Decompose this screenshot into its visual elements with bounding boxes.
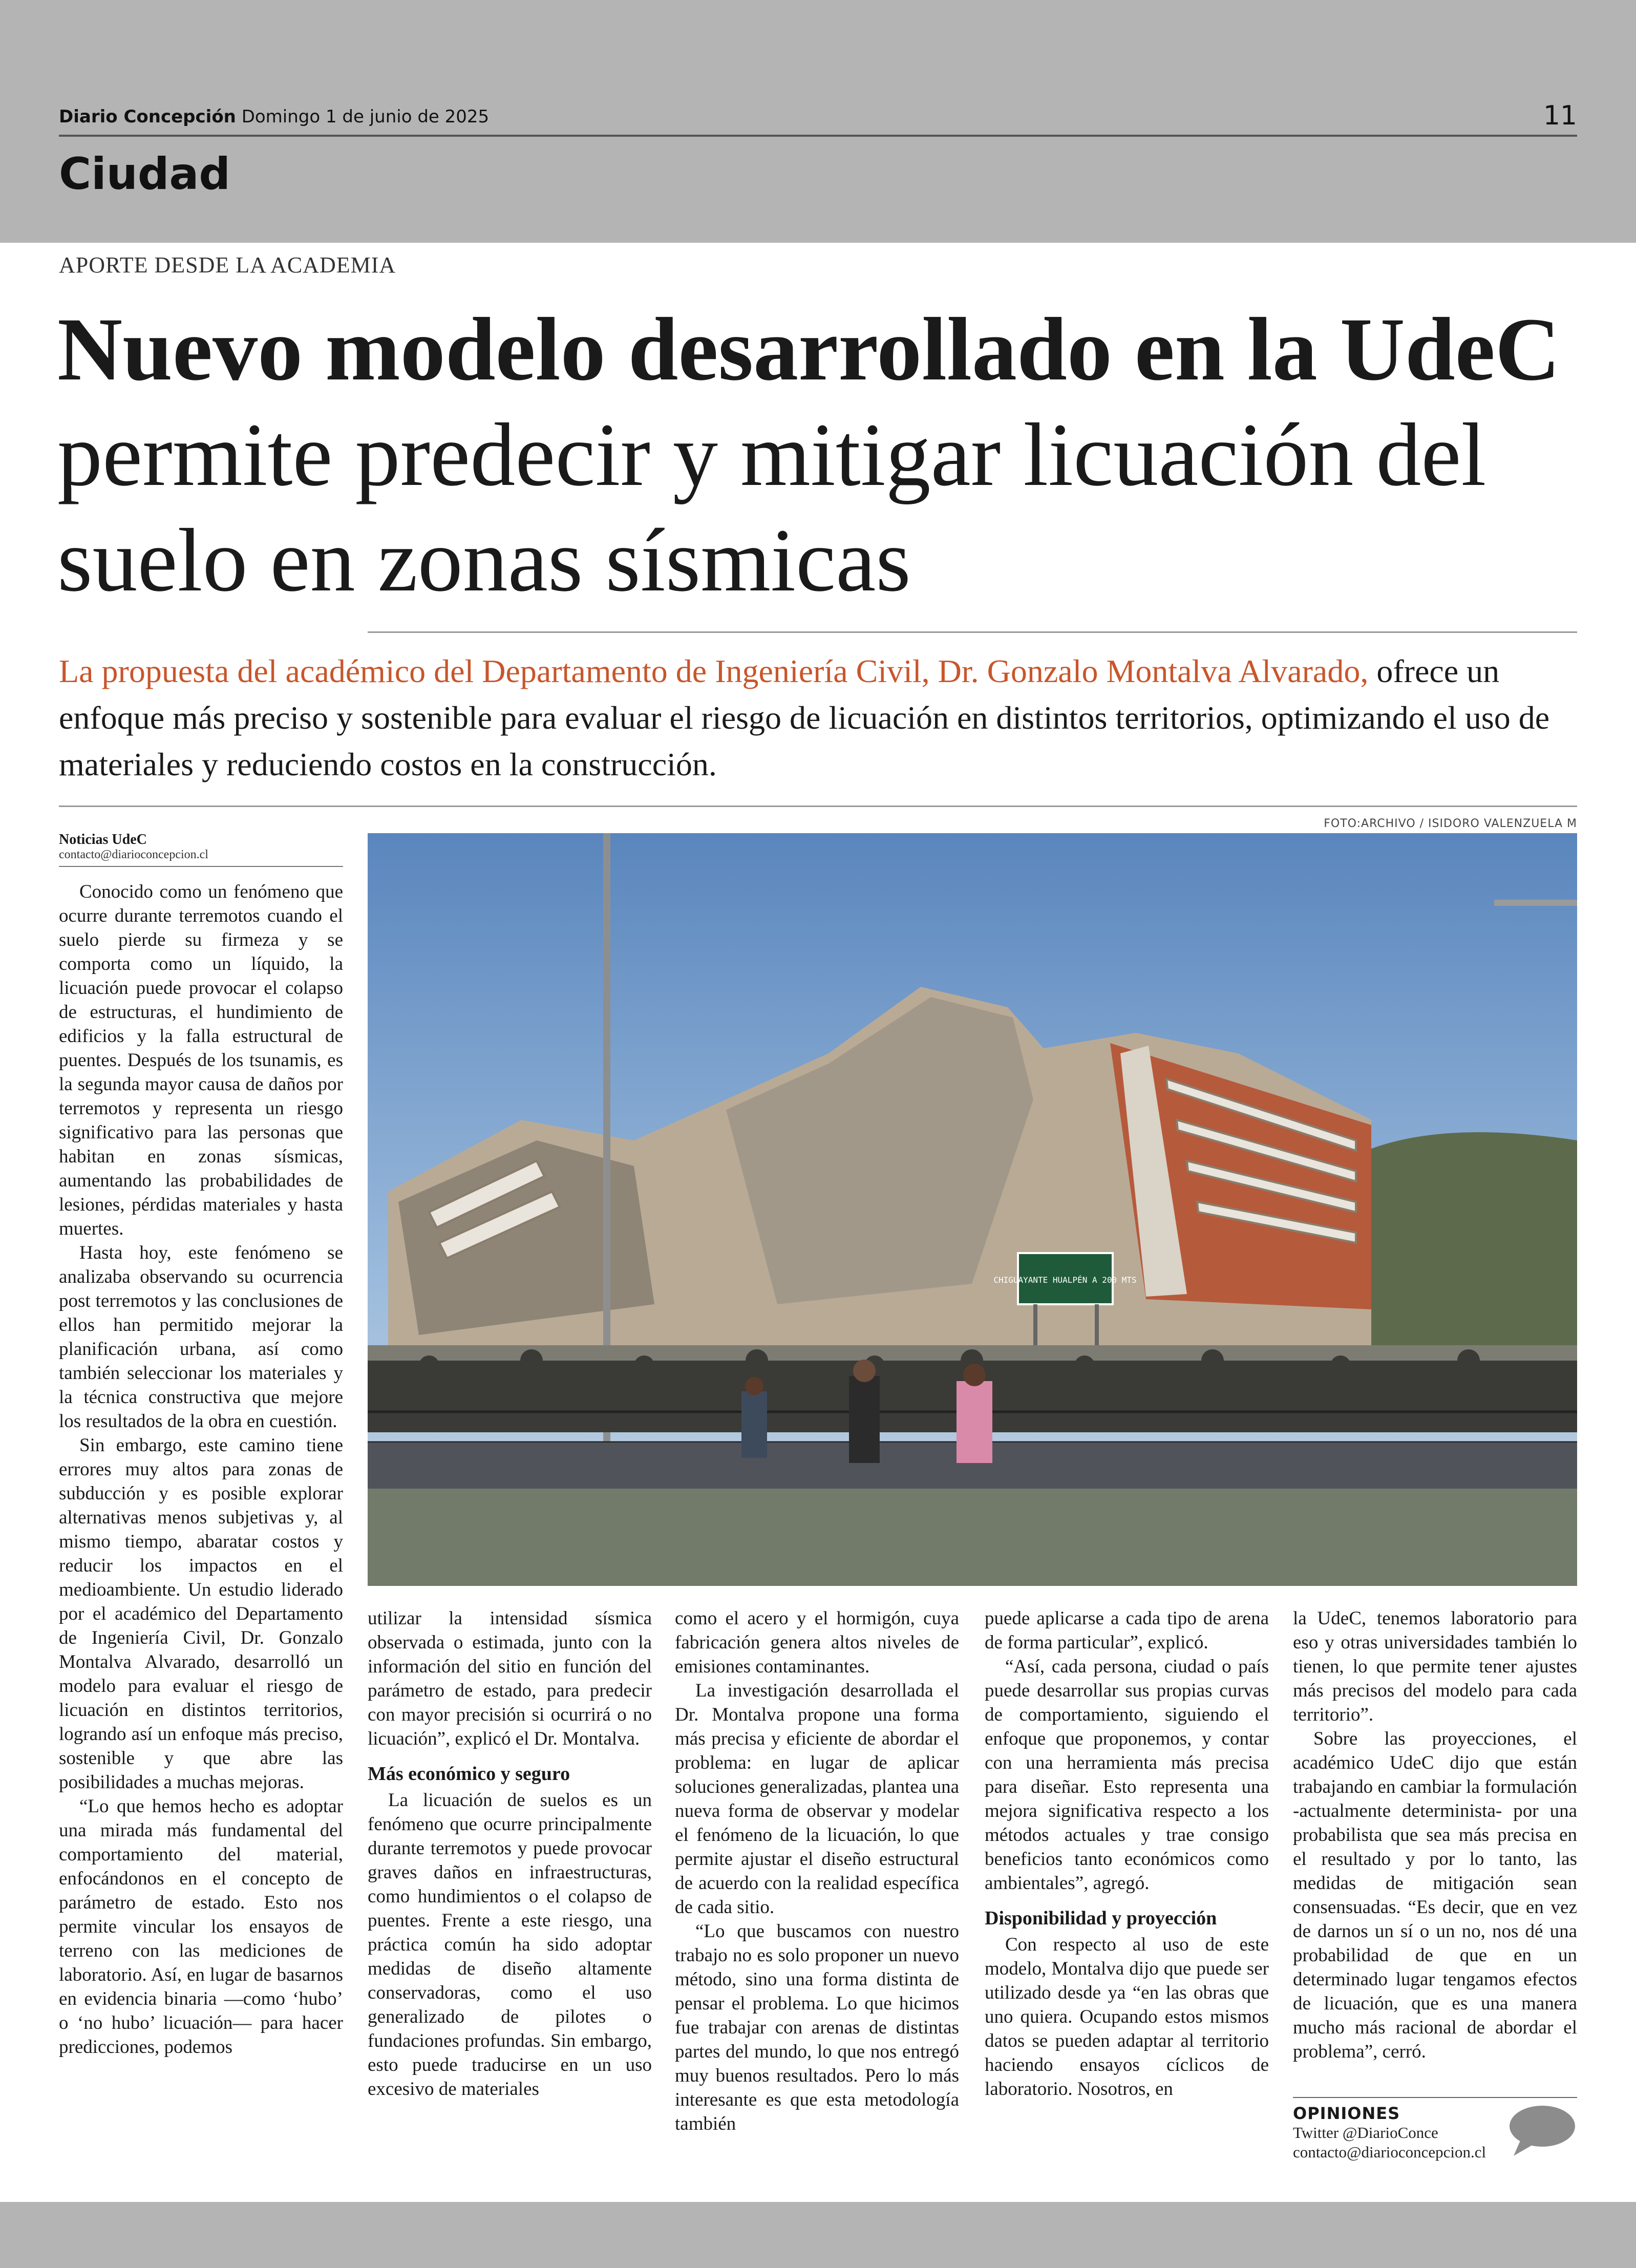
body-paragraph: “Lo que hemos hecho es adoptar una mirada más fundamental del comportamiento del material, enfocándonos en el concepto de parámetro de estado. Esto nos permite vincular los ensayos de terreno con las mediciones de laboratorio. Así, en lugar de basarnos en evidencia binaria —como ‘hubo’ o ‘no hubo’ licuación— para hacer predicciones, podemos [59, 1796, 343, 2058]
body-paragraph: Hasta hoy, este fenómeno se analizaba observando su ocurrencia post terremotos y las conclusiones de ellos han permitido mejorar la planificación urbana, así como también seleccionar los materiales y la técnica constructiva que mejore los resultados de la obra en cuestión. [59, 1242, 343, 1432]
hill [1366, 1132, 1577, 1345]
issue-date: Domingo 1 de junio de 2025 [241, 107, 490, 127]
foreground [368, 1489, 1577, 1586]
lead-rest: ofrece un enfoque más preciso y sostenible para evaluar el riesgo de licuación en distintos territorios, optimizando el uso de materiales y reduciendo costos en la construcción. [59, 653, 1550, 782]
photo-credit: FOTO:ARCHIVO / ISIDORO VALENZUELA M [1324, 817, 1577, 830]
article-column-4 [985, 1606, 1269, 2101]
opinions-email[interactable]: contacto@diarioconcepcion.cl [1293, 2143, 1486, 2161]
body-paragraph: Con respecto al uso de este modelo, Montalva dijo que puede ser utilizado desde ya “en las obras que uno quiera. Ocupando estos mismos datos se pueden adaptar al territorio haciendo ensayos cíclicos de laboratorio. Nosotros, en [985, 1934, 1269, 2100]
body-paragraph: La investigación desarrollada el Dr. Montalva propone una forma más precisa y eficiente de abordar el problema: en lugar de aplicar soluciones generalizadas, plantea una nueva forma de observar y modelar el fenómeno de la licuación, lo que permite ajustar el diseño estructural de acuerdo con la realidad específica de cada sitio. [675, 1680, 959, 1918]
byline-name: Noticias UdeC [59, 832, 147, 847]
body-paragraph: como el acero y el hormigón, cuya fabricación genera altos niveles de emisiones contaminantes. [675, 1608, 959, 1677]
masthead [59, 107, 489, 127]
headline-bold: Nuevo modelo desarrollado en la UdeC [57, 300, 1560, 399]
opinions-twitter[interactable]: Twitter @DiarioConce [1293, 2124, 1438, 2142]
paper-name: Diario Concepción [59, 107, 236, 127]
collapsed-building-illustration [368, 833, 1577, 1586]
header-divider [59, 135, 1577, 137]
body-paragraph: la UdeC, tenemos laboratorio para eso y otras universidades también lo tienen, lo que permite tener ajustes más precisos del modelo para cada territorio”. [1293, 1608, 1577, 1725]
body-paragraph: La licuación de suelos es un fenómeno que ocurre principalmente durante terremotos y puede provocar graves daños en infraestructuras, como hundimientos o el colapso de puentes. Frente a este riesgo, una práctica común ha sido adoptar medidas de diseño altamente conservadoras, como el uso generalizado de pilotes o fundaciones profundas. Sin embargo, esto puede traducirse en un uso excesivo de materiales [368, 1790, 652, 2100]
subheading-disponibilidad: Disponibilidad y proyección [985, 1907, 1217, 1929]
article-column-2 [368, 1606, 652, 2101]
body-paragraph: puede aplicarse a cada tipo de arena de forma particular”, explicó. [985, 1608, 1269, 1653]
page-number: 11 [1543, 100, 1577, 131]
article-kicker: APORTE DESDE LA ACADEMIA [59, 252, 396, 278]
byline [59, 832, 343, 867]
street-sign-text: CHIGUAYANTE HUALPÉN A 200 MTS [993, 1275, 1137, 1285]
headline-rest: permite predecir y mitigar licuación del suelo en zonas sísmicas [57, 405, 1486, 610]
opinions-title: OPINIONES [1293, 2104, 1400, 2123]
body-paragraph: Sin embargo, este camino tiene errores muy altos para zonas de subducción y es posible explorar alternativas menos subjetivas y, al mismo tiempo, abaratar costos y reducir los impactos en el medioambiente. Un estudio liderado por el académico del Departamento de Ingeniería Civil, Dr. Gonzalo Montalva Alvarado, desarrolló un modelo para evaluar el riesgo de licuación en distintos territorios, logrando así un enfoque más preciso, sostenible y que abre las posibilidades a muchas mejoras. [59, 1435, 343, 1793]
street-light-arm [1494, 900, 1577, 906]
body-paragraph: “Así, cada persona, ciudad o país puede desarrollar sus propias curvas de comportamiento, siguiendo el enfoque que proponemos, y contar con una herramienta más precisa para diseñar. Esto representa una mejora significativa respecto a los métodos actuales y trae consigo beneficios tanto económicos como ambientales”, agregó. [985, 1656, 1269, 1894]
lead-accent: La propuesta del académico del Departamento de Ingeniería Civil, Dr. Gonzalo Montalva Alvarado, [59, 653, 1369, 689]
subheading-economico: Más económico y seguro [368, 1763, 570, 1785]
body-paragraph: Sobre las proyecciones, el académico UdeC dijo que están trabajando en cambiar la formulación -actualmente determinista- por una probabilista que sea más precisa en el resultado y por lo tanto, las medidas de mitigación sean consensuadas. “Es decir, que en vez de darnos un sí o un no, nos dé una probabilidad de que en un determinado lugar tengamos efectos de licuación, que es una manera mucho más racional de abordar el problema”, cerró. [1293, 1728, 1577, 2062]
lead-paragraph [59, 648, 1577, 788]
footer-band [0, 2202, 1636, 2268]
body-paragraph: “Lo que buscamos con nuestro trabajo no es solo proponer un nuevo método, sino una forma distinta de pensar el problema. Lo que hicimos fue trabajar con arenas de distintas partes del mundo, lo que nos entregó muy buenos resultados. Pero lo más interesante es que esta metodología también [675, 1921, 959, 2134]
byline-divider [59, 866, 343, 867]
article-column-1 [59, 880, 343, 2059]
opinions-box [1293, 2104, 1508, 2162]
body-paragraph: utilizar la intensidad sísmica observada o estimada, junto con la información del sitio en función del parámetro de estado, para predecir con mayor precisión si ocurrirá o no licuación”, explicó el Dr. Montalva. [368, 1608, 652, 1749]
headline [57, 297, 1573, 613]
lead-divider-top [368, 631, 1577, 633]
lead-divider-bottom [59, 806, 1577, 807]
section-title: Ciudad [59, 149, 230, 200]
article-column-5 [1293, 1606, 1577, 2064]
article-column-3 [675, 1606, 959, 2136]
body-paragraph: Conocido como un fenómeno que ocurre durante terremotos cuando el suelo pierde su firmeza y se comporta como un líquido, la licuación puede provocar el colapso de estructuras, el hundimiento de edificios y la falla estructural de puentes. Después de los tsunamis, es la segunda mayor causa de daños por terremotos y representa un riesgo significativo para las personas que habitan en zonas sísmicas, aumentando las probabilidades de lesiones, pérdidas materiales y hasta muertes. [59, 881, 343, 1239]
article-photo [368, 833, 1577, 1586]
byline-email: contacto@diarioconcepcion.cl [59, 848, 208, 861]
opinions-divider [1293, 2097, 1577, 2098]
speech-bubble-icon [1506, 2104, 1576, 2158]
